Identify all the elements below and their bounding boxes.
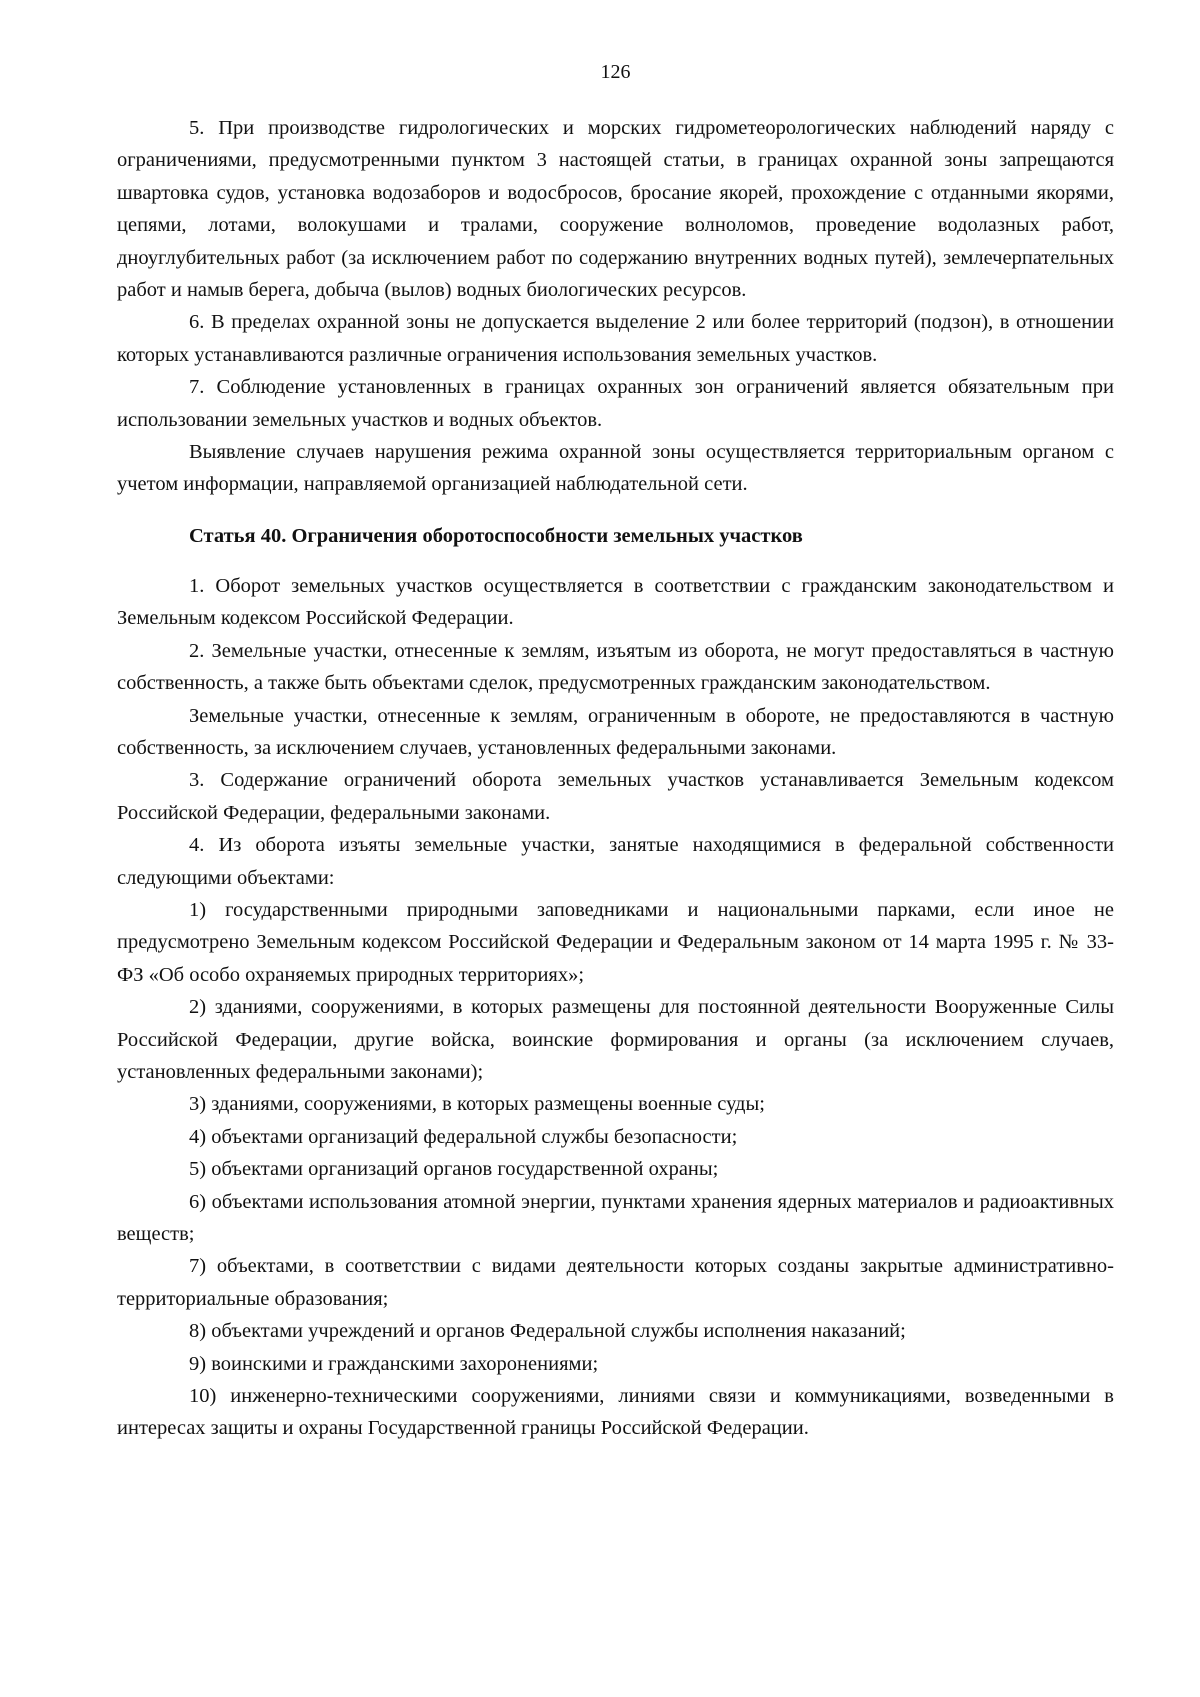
- list-item-6: 6) объектами использования атомной энергии, пунктами хранения ядерных материалов и радиоактивных веществ;: [117, 1190, 1114, 1245]
- list-item-10: 10) инженерно-техническими сооружениями, линиями связи и коммуникациями, возведенными в интересах защиты и охраны Государственной границы Российской Федерации.: [117, 1385, 1114, 1440]
- list-item-4: 4) объектами организаций федеральной службы безопасности;: [189, 1125, 738, 1148]
- list-item-3: 3) зданиями, сооружениями, в которых размещены военные суды;: [189, 1093, 765, 1116]
- paragraph-6-subzones: 6. В пределах охранной зоны не допускается выделение 2 или более территорий (подзон), в отношении которых устанавливаются различные ограничения использования земельных участков.: [117, 311, 1114, 366]
- document-page: [117, 56, 1114, 1445]
- paragraph-7-compliance: 7. Соблюдение установленных в границах охранных зон ограничений является обязательным при использовании земельных участков и водных объектов.: [117, 376, 1114, 431]
- paragraph-restricted-lands: Земельные участки, отнесенные к землям, ограниченным в обороте, не предоставляются в частную собственность, за исключением случаев, установленных федеральными законами.: [117, 704, 1114, 759]
- list-item-1: 1) государственными природными заповедниками и национальными парками, если иное не предусмотрено Земельным кодексом Российской Федерации и Федеральным законом от 14 марта 1995 г. № 33-ФЗ «Об особо охраняемых природных территориях»;: [117, 898, 1114, 986]
- list-item-7: 7) объектами, в соответствии с видами деятельности которых созданы закрытые административно-территориальные образования;: [117, 1255, 1114, 1310]
- list-item-2: 2) зданиями, сооружениями, в которых размещены для постоянной деятельности Вооруженные Силы Российской Федерации, другие войска, воинские формирования и органы (за исключением случаев, установленных федеральными законами);: [117, 996, 1114, 1083]
- list-item-5: 5) объектами организаций органов государственной охраны;: [189, 1158, 719, 1181]
- paragraph-3-restrictions-content: 3. Содержание ограничений оборота земельных участков устанавливается Земельным кодексом Российской Федерации, федеральными законами.: [117, 769, 1114, 824]
- paragraph-5-hydrology: 5. При производстве гидрологических и морских гидрометеорологических наблюдений наряду с ограничениями, предусмотренными пунктом 3 настоящей статьи, в границах охранной зоны запрещаются швартовка судов, установка водозаборов и водосбросов, бросание якорей, прохождение с отданными якорями, цепями, лотами, волокушами и тралами, сооружение волноломов, проведение водолазных работ, дноуглубительных работ (за исключением работ по содержанию внутренних водных путей), землечерпательных работ и намыв берега, добыча (вылов) водных биологических ресурсов.: [117, 117, 1114, 302]
- paragraph-1-turnover: 1. Оборот земельных участков осуществляется в соответствии с гражданским законодательством и Земельным кодексом Российской Федерации.: [117, 574, 1114, 630]
- page-number: 126: [600, 61, 631, 83]
- paragraph-4-withdrawn-list: 4. Из оборота изъяты земельные участки, занятые находящимися в федеральной собственности следующими объектами:: [117, 834, 1114, 889]
- article-heading: Статья 40. Ограничения оборотоспособности земельных участков: [189, 524, 803, 547]
- list-item-9: 9) воинскими и гражданскими захоронениями;: [189, 1352, 599, 1375]
- list-item-8: 8) объектами учреждений и органов Федеральной службы исполнения наказаний;: [189, 1320, 906, 1343]
- paragraph-violations: Выявление случаев нарушения режима охранной зоны осуществляется территориальным органом с учетом информации, направляемой организацией наблюдательной сети.: [117, 441, 1114, 496]
- paragraph-2-withdrawn-lands: 2. Земельные участки, отнесенные к землям, изъятым из оборота, не могут предоставляться в частную собственность, а также быть объектами сделок, предусмотренных гражданским законодательством.: [117, 639, 1114, 695]
